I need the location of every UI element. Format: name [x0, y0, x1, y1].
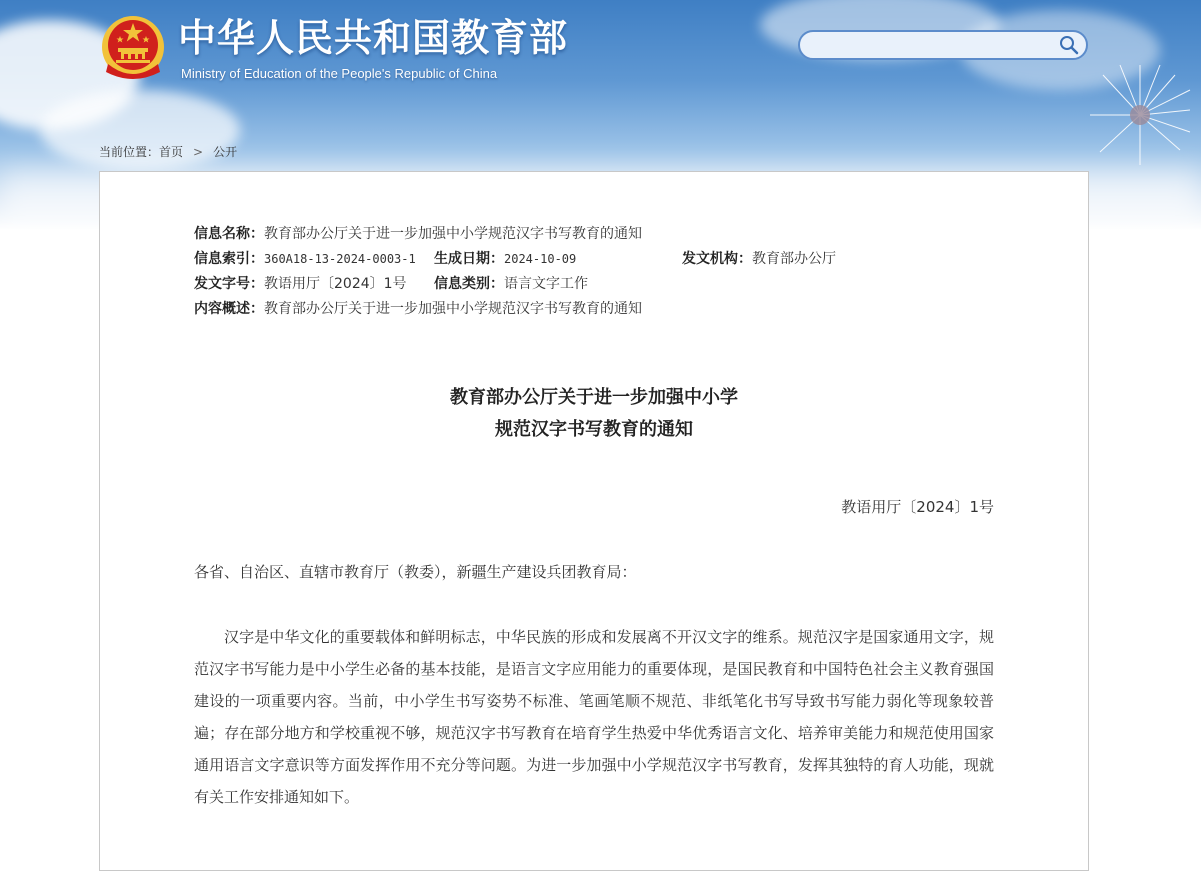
meta-value: 教育部办公厅关于进一步加强中小学规范汉字书写教育的通知: [264, 226, 642, 242]
document-number: 教语用厅〔2024〕1号: [841, 498, 994, 516]
dandelion-icon: [1085, 60, 1195, 170]
meta-label: 信息名称：: [194, 226, 264, 242]
meta-row-index: [194, 247, 836, 272]
search-icon: [1058, 34, 1080, 56]
meta-row-name: [194, 222, 642, 247]
meta-category-group: [434, 272, 588, 297]
meta-row-docno: [194, 272, 642, 297]
breadcrumb-prefix: 当前位置：: [99, 145, 160, 159]
meta-date-group: [434, 247, 576, 272]
meta-value: 360A18-13-2024-0003-1: [264, 252, 416, 266]
breadcrumb-home-link[interactable]: 首页: [159, 145, 184, 159]
document-salutation: 各省、自治区、直辖市教育厅（教委），新疆生产建设兵团教育局：: [194, 563, 637, 581]
breadcrumb: [99, 143, 237, 160]
meta-row-summary: [194, 297, 642, 322]
meta-org-group: [682, 247, 836, 272]
site-title: 中华人民共和国教育部: [178, 16, 569, 60]
search-bar: [798, 30, 1088, 60]
meta-label: 信息类别：: [434, 276, 504, 292]
chevron-right-icon: >: [193, 145, 204, 159]
document-paragraph: 汉字是中华文化的重要载体和鲜明标志，中华民族的形成和发展离不开汉文字的维系。规范汉字是国家通用文字，规范汉字书写能力是中小学生必备的基本技能，是语言文字应用能力的重要体现，是国民教育和中国特色社会主义教育强国建设的一项重要内容。当前，中小学生书写姿势不标准、笔画笔顺不规范、非纸笔化书写导致书写能力弱化等现象较普遍；存在部分地方和学校重视不够，规范汉字书写教育在培育学生热爱中华优秀语言文化、培养审美能力和规范使用国家通用语言文字意识等方面发挥作用不充分等问题。为进一步加强中小学规范汉字书写教育，发挥其独特的育人功能，现就有关工作安排通知如下。: [194, 628, 994, 806]
meta-label: 发文机构：: [682, 251, 752, 267]
meta-value: 2024-10-09: [504, 252, 577, 266]
meta-label: 生成日期：: [434, 251, 504, 267]
search-input[interactable]: [812, 35, 1056, 57]
meta-label: 内容概述：: [194, 301, 264, 317]
meta-label: 发文字号：: [194, 276, 264, 292]
breadcrumb-current-link[interactable]: 公开: [213, 145, 238, 159]
meta-value: 教育部办公厅: [752, 251, 836, 267]
meta-value: 教育部办公厅关于进一步加强中小学规范汉字书写教育的通知: [264, 301, 642, 317]
meta-label: 信息索引：: [194, 251, 264, 267]
meta-value: 语言文字工作: [504, 276, 588, 292]
document-metadata: [194, 222, 836, 322]
document-title-line2: 规范汉字书写教育的通知: [495, 419, 693, 440]
site-subtitle: Ministry of Education of the People's Republic of China: [181, 66, 498, 81]
search-button[interactable]: [1058, 34, 1080, 56]
national-emblem-icon: [100, 14, 166, 82]
document-title-line1: 教育部办公厅关于进一步加强中小学: [450, 387, 738, 408]
meta-value: 教语用厅〔2024〕1号: [264, 276, 407, 292]
